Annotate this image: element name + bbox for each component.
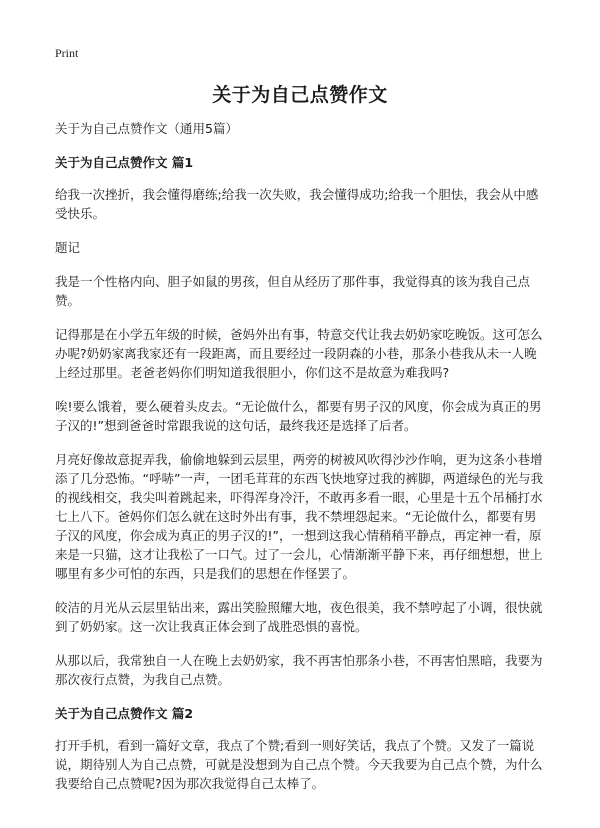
paragraph: 记得那是在小学五年级的时候，爸妈外出有事，特意交代让我去奶奶家吃晚饭。这可怎么办呢?奶奶家离我家还有一段距离，而且要经过一段阴森的小巷，那条小巷我从未一人晚上经过那里。老爸老妈你们明知道我很胆小，你们这不是故意为难我吗? <box>55 327 543 380</box>
section-1-heading: 关于为自己点赞作文 篇1 <box>55 155 194 170</box>
paragraph: 唉!要么饿着，要么硬着头皮去。“无论做什么，都要有男子汉的风度，你会成为真正的男子汉的!”想到爸爸时常跟我说的这句话，最终我还是选择了后者。 <box>55 399 542 433</box>
document-subtitle: 关于为自己点赞作文（通用5篇） <box>55 121 238 136</box>
paragraph: 我是一个性格内向、胆子如鼠的男孩，但自从经历了那件事，我觉得真的该为我自己点赞。 <box>55 274 531 308</box>
print-label: Print <box>55 46 79 60</box>
document-body <box>55 119 547 808</box>
paragraph: 皎洁的月光从云层里钻出来，露出笑脸照耀大地，夜色很美，我不禁哼起了小调，很快就到了奶奶家。这一次让我真正体会到了战胜恐惧的喜悦。 <box>55 600 543 634</box>
paragraph: 从那以后，我常独自一人在晚上去奶奶家，我不再害怕那条小巷，不再害怕黑暗，我要为那次夜行点赞，为我自己点赞。 <box>55 653 543 687</box>
paragraph: 打开手机，看到一篇好文章，我点了个赞;看到一则好笑话，我点了个赞。又发了一篇说说，期待别人为自己点赞，可就是没想到为自己点个赞。今天我要为自己点个赞，为什么我要给自己点赞呢?因为那次我觉得自己太棒了。 <box>55 738 543 791</box>
epigraph-label: 题记 <box>55 240 81 255</box>
paragraph: 给我一次挫折，我会懂得磨练;给我一次失败，我会懂得成功;给我一个胆怯，我会从中感受快乐。 <box>55 187 539 221</box>
paragraph: 月亮好像故意捉弄我，偷偷地躲到云层里，两旁的树被风吹得沙沙作响，更为这条小巷增添了几分恐怖。“呼哧”一声，一团毛茸茸的东西飞快地穿过我的裤脚，两道绿色的光与我的视线相交，我尖叫着跳起来，吓得浑身冷汗，不敢再多看一眼，心里是十五个吊桶打水七上八下。爸妈你们怎么就在这时外出有事，我不禁埋怨起来。“无论做什么，都要有男子汉的风度，你会成为真正的男子汉的!”，一想到这我心情稍稍平静点，再定神一看，原来是一只猫，这才让我松了一口气。过了一会儿，心情渐渐平静下来，再仔细想想，世上哪里有多少可怕的东西，只是我们的思想在作怪罢了。 <box>55 452 543 581</box>
document-title: 关于为自己点赞作文 <box>212 84 388 106</box>
section-2-heading: 关于为自己点赞作文 篇2 <box>55 706 194 721</box>
